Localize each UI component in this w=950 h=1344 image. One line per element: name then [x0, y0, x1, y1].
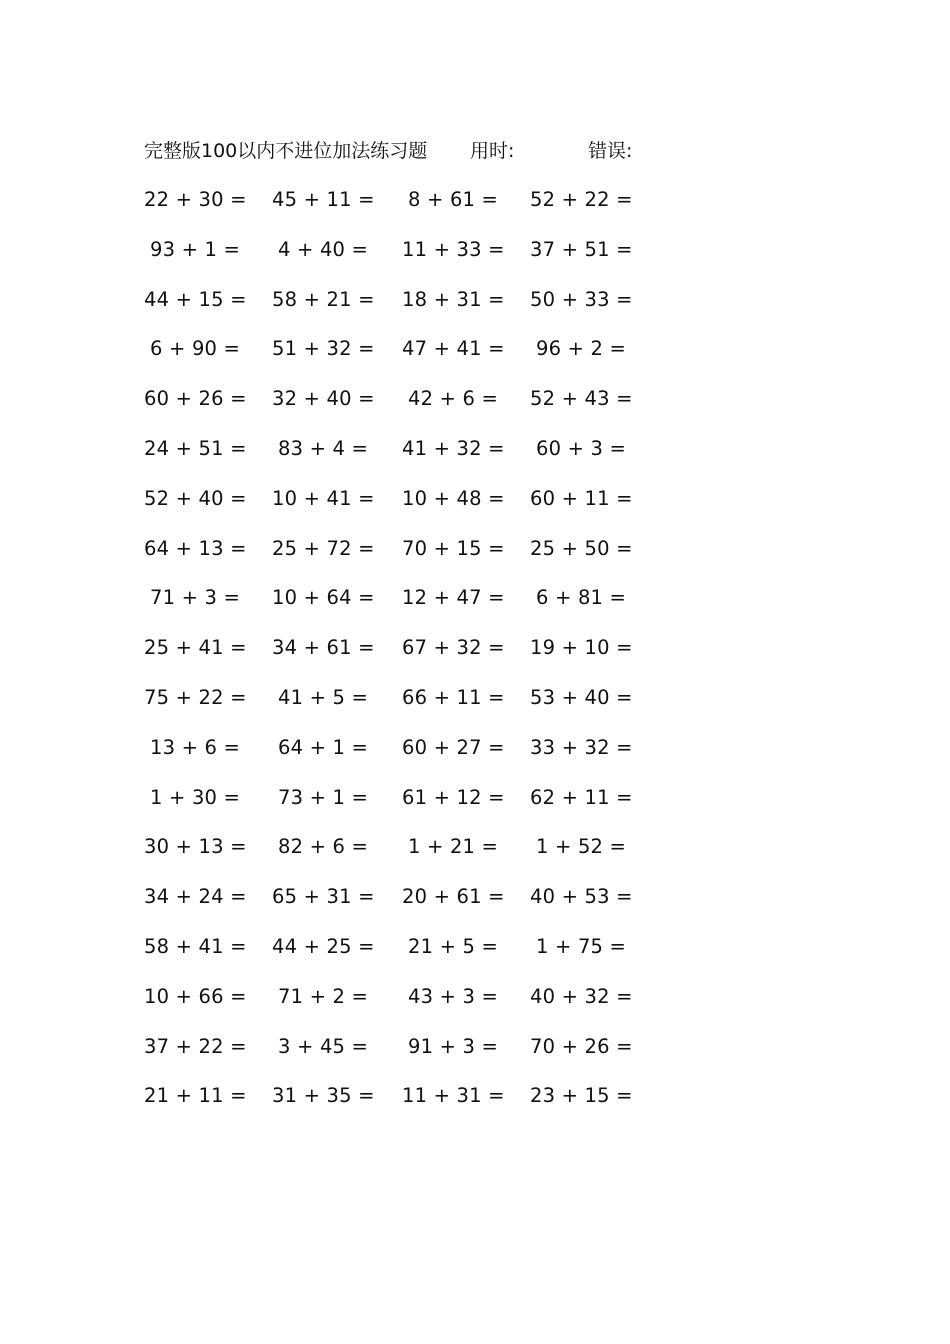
problem-row	[0, 186, 950, 236]
addition-problem: 40 + 32 =	[530, 984, 633, 1008]
addition-problem: 12 + 47 =	[402, 586, 505, 610]
addition-problem: 71 + 3 =	[150, 586, 241, 610]
addition-problem: 1 + 21 =	[408, 835, 499, 859]
problem-row	[0, 1082, 950, 1132]
problem-row	[0, 684, 950, 734]
addition-problem: 60 + 3 =	[536, 436, 627, 460]
problem-row	[0, 535, 950, 585]
addition-problem: 52 + 40 =	[144, 486, 247, 510]
addition-problem: 64 + 13 =	[144, 536, 247, 560]
addition-problem: 40 + 53 =	[530, 885, 633, 909]
addition-problem: 34 + 24 =	[144, 885, 247, 909]
addition-problem: 52 + 22 =	[530, 188, 633, 211]
addition-problem: 53 + 40 =	[530, 685, 633, 709]
addition-problem: 45 + 11 =	[272, 188, 375, 211]
problem-grid	[0, 186, 950, 1132]
addition-problem: 37 + 51 =	[530, 237, 633, 261]
addition-problem: 73 + 1 =	[278, 785, 369, 809]
addition-problem: 10 + 64 =	[272, 586, 375, 610]
addition-problem: 47 + 41 =	[402, 337, 505, 361]
addition-problem: 64 + 1 =	[278, 735, 369, 759]
addition-problem: 10 + 66 =	[144, 984, 247, 1008]
addition-problem: 22 + 30 =	[144, 188, 247, 211]
addition-problem: 24 + 51 =	[144, 436, 247, 460]
addition-problem: 41 + 32 =	[402, 436, 505, 460]
addition-problem: 10 + 48 =	[402, 486, 505, 510]
addition-problem: 33 + 32 =	[530, 735, 633, 759]
addition-problem: 52 + 43 =	[530, 387, 633, 411]
problem-row	[0, 335, 950, 385]
addition-problem: 51 + 32 =	[272, 337, 375, 361]
addition-problem: 50 + 33 =	[530, 287, 633, 311]
addition-problem: 25 + 72 =	[272, 536, 375, 560]
problem-row	[0, 983, 950, 1033]
addition-problem: 8 + 61 =	[408, 188, 499, 211]
addition-problem: 1 + 52 =	[536, 835, 627, 859]
addition-problem: 34 + 61 =	[272, 636, 375, 660]
addition-problem: 25 + 41 =	[144, 636, 247, 660]
addition-problem: 93 + 1 =	[150, 237, 241, 261]
addition-problem: 20 + 61 =	[402, 885, 505, 909]
addition-problem: 6 + 81 =	[536, 586, 627, 610]
addition-problem: 30 + 13 =	[144, 835, 247, 859]
addition-problem: 42 + 6 =	[408, 387, 499, 411]
addition-problem: 91 + 3 =	[408, 1034, 499, 1058]
addition-problem: 96 + 2 =	[536, 337, 627, 361]
addition-problem: 66 + 11 =	[402, 685, 505, 709]
addition-problem: 1 + 30 =	[150, 785, 241, 809]
addition-problem: 18 + 31 =	[402, 287, 505, 311]
addition-problem: 10 + 41 =	[272, 486, 375, 510]
addition-problem: 11 + 31 =	[402, 1084, 505, 1108]
addition-problem: 4 + 40 =	[278, 237, 369, 261]
addition-problem: 3 + 45 =	[278, 1034, 369, 1058]
problem-row	[0, 1033, 950, 1083]
addition-problem: 60 + 11 =	[530, 486, 633, 510]
addition-problem: 43 + 3 =	[408, 984, 499, 1008]
addition-problem: 71 + 2 =	[278, 984, 369, 1008]
addition-problem: 67 + 32 =	[402, 636, 505, 660]
problem-row	[0, 833, 950, 883]
errors-label: 错误:	[588, 140, 633, 162]
addition-problem: 83 + 4 =	[278, 436, 369, 460]
addition-problem: 44 + 15 =	[144, 287, 247, 311]
addition-problem: 58 + 21 =	[272, 287, 375, 311]
addition-problem: 58 + 41 =	[144, 934, 247, 958]
addition-problem: 75 + 22 =	[144, 685, 247, 709]
problem-row	[0, 784, 950, 834]
addition-problem: 23 + 15 =	[530, 1084, 633, 1108]
problem-row	[0, 883, 950, 933]
addition-problem: 32 + 40 =	[272, 387, 375, 411]
problem-row	[0, 634, 950, 684]
addition-problem: 11 + 33 =	[402, 237, 505, 261]
problem-row	[0, 385, 950, 435]
addition-problem: 21 + 5 =	[408, 934, 499, 958]
addition-problem: 60 + 27 =	[402, 735, 505, 759]
problem-row	[0, 485, 950, 535]
addition-problem: 37 + 22 =	[144, 1034, 247, 1058]
problem-row	[0, 435, 950, 485]
addition-problem: 1 + 75 =	[536, 934, 627, 958]
addition-problem: 60 + 26 =	[144, 387, 247, 411]
problem-row	[0, 584, 950, 634]
problem-row	[0, 933, 950, 983]
addition-problem: 31 + 35 =	[272, 1084, 375, 1108]
problem-row	[0, 286, 950, 336]
addition-problem: 6 + 90 =	[150, 337, 241, 361]
addition-problem: 41 + 5 =	[278, 685, 369, 709]
addition-problem: 19 + 10 =	[530, 636, 633, 660]
addition-problem: 25 + 50 =	[530, 536, 633, 560]
addition-problem: 65 + 31 =	[272, 885, 375, 909]
addition-problem: 21 + 11 =	[144, 1084, 247, 1108]
time-label: 用时:	[470, 140, 515, 162]
addition-problem: 70 + 26 =	[530, 1034, 633, 1058]
addition-problem: 70 + 15 =	[402, 536, 505, 560]
addition-problem: 13 + 6 =	[150, 735, 241, 759]
worksheet-title: 完整版100以内不进位加法练习题	[144, 140, 428, 162]
addition-problem: 61 + 12 =	[402, 785, 505, 809]
problem-row	[0, 734, 950, 784]
addition-problem: 82 + 6 =	[278, 835, 369, 859]
worksheet-header	[144, 136, 704, 166]
addition-problem: 62 + 11 =	[530, 785, 633, 809]
problem-row	[0, 236, 950, 286]
addition-problem: 44 + 25 =	[272, 934, 375, 958]
